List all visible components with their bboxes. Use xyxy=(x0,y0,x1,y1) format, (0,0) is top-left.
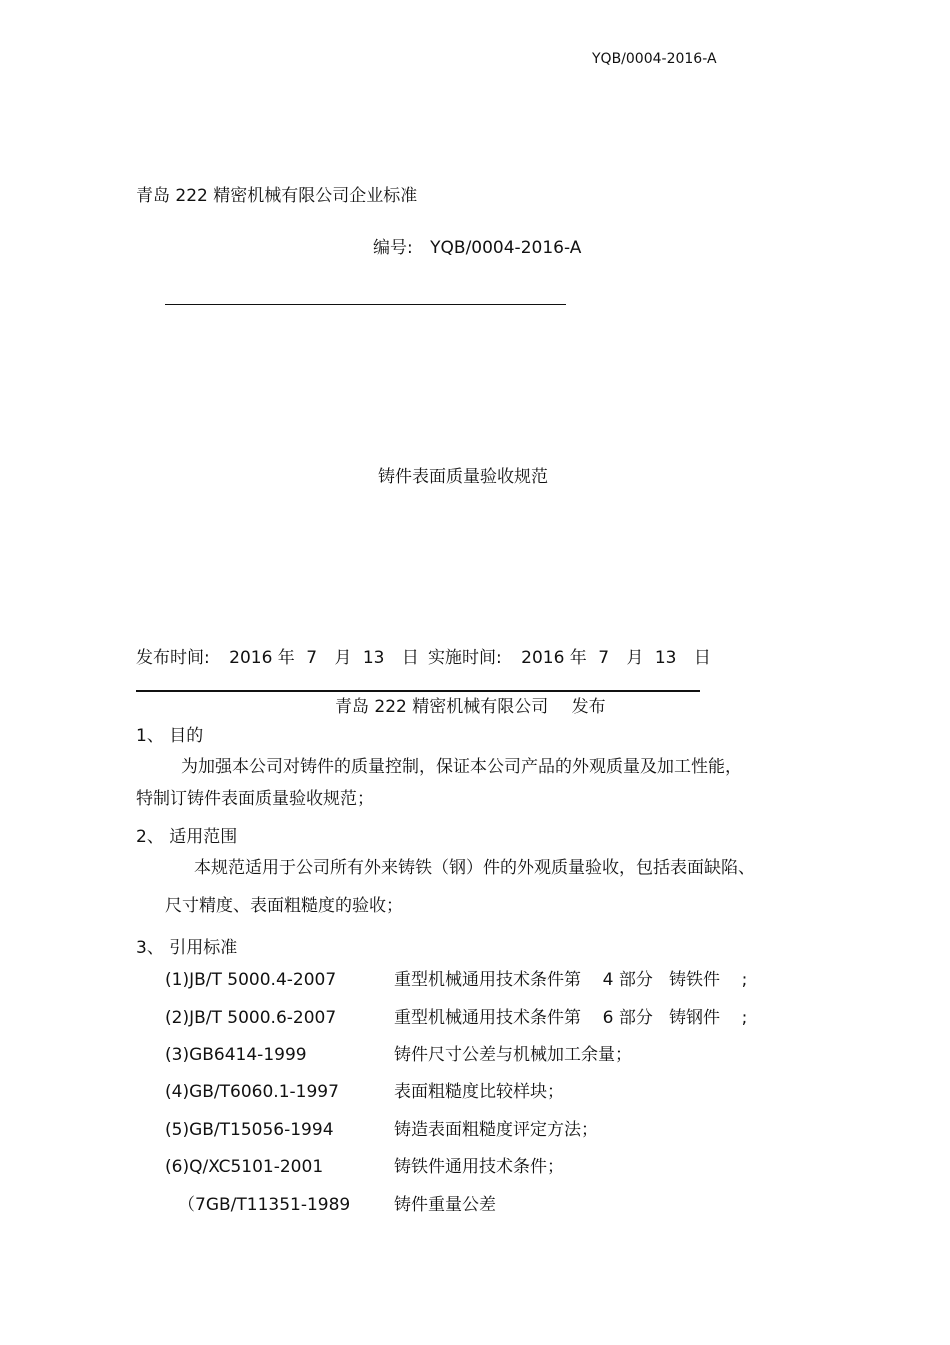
reference-title: 铸造表面粗糙度评定方法； xyxy=(394,1120,598,1140)
publish-day: 13 xyxy=(362,648,385,668)
section-2-text-line1: 本规范适用于公司所有外来铸铁（钢）件的外观质量验收，包括表面缺陷、 xyxy=(194,858,755,878)
doc-number-value: YQB/0004-2016-A xyxy=(430,238,582,258)
section-3-heading: 3、 引用标准 xyxy=(136,938,238,958)
implement-day: 13 xyxy=(654,648,677,668)
reference-code: (6)Q/XC5101-2001 xyxy=(165,1157,324,1177)
header-doc-code: YQB/0004-2016-A xyxy=(592,51,717,67)
doc-number-label: 编号: xyxy=(373,238,413,258)
reference-code: (4)GB/T6060.1-1997 xyxy=(165,1082,339,1102)
publisher-line xyxy=(335,697,606,717)
reference-title: 铸铁件通用技术条件； xyxy=(394,1157,564,1177)
implement-date xyxy=(428,648,711,668)
publish-month-unit: 月 xyxy=(334,648,352,668)
reference-title: 表面粗糙度比较样块； xyxy=(394,1082,564,1102)
publish-month: 7 xyxy=(306,648,318,668)
reference-title: 铸件重量公差 xyxy=(394,1195,496,1215)
header-divider xyxy=(165,304,566,305)
reference-code: (5)GB/T15056-1994 xyxy=(165,1120,334,1140)
reference-title: 铸件尺寸公差与机械加工余量； xyxy=(394,1045,632,1065)
publisher-name: 青岛 222 精密机械有限公司 xyxy=(335,697,549,717)
publish-date xyxy=(136,648,419,668)
reference-code: (2)JB/T 5000.6-2007 xyxy=(165,1008,337,1028)
section-2-text-line2: 尺寸精度、表面粗糙度的验收； xyxy=(165,896,403,916)
implement-day-unit: 日 xyxy=(693,648,711,668)
implement-year: 2016 年 xyxy=(521,648,587,668)
reference-title: 重型机械通用技术条件第 4 部分 铸铁件 ; xyxy=(394,970,748,990)
publish-day-unit: 日 xyxy=(401,648,419,668)
section-1-text-line2: 特制订铸件表面质量验收规范； xyxy=(136,789,374,809)
section-1-text-line1: 为加强本公司对铸件的质量控制，保证本公司产品的外观质量及加工性能， xyxy=(181,757,742,777)
reference-code: (3)GB6414-1999 xyxy=(165,1045,307,1065)
reference-code: (1)JB/T 5000.4-2007 xyxy=(165,970,337,990)
company-standard-title: 青岛 222 精密机械有限公司企业标准 xyxy=(136,186,418,206)
doc-number xyxy=(373,238,581,258)
publish-date-label: 发布时间: xyxy=(136,648,210,668)
reference-code: （7GB/T11351-1989 xyxy=(178,1195,351,1215)
document-title: 铸件表面质量验收规范 xyxy=(378,467,548,487)
section-2-heading: 2、 适用范围 xyxy=(136,827,238,847)
publish-year: 2016 年 xyxy=(229,648,295,668)
publisher-action: 发布 xyxy=(571,697,606,717)
publisher-divider xyxy=(136,690,700,692)
implement-month-unit: 月 xyxy=(626,648,644,668)
implement-date-label: 实施时间: xyxy=(428,648,502,668)
implement-month: 7 xyxy=(598,648,610,668)
section-1-heading: 1、 目的 xyxy=(136,726,204,746)
reference-title: 重型机械通用技术条件第 6 部分 铸钢件 ; xyxy=(394,1008,748,1028)
